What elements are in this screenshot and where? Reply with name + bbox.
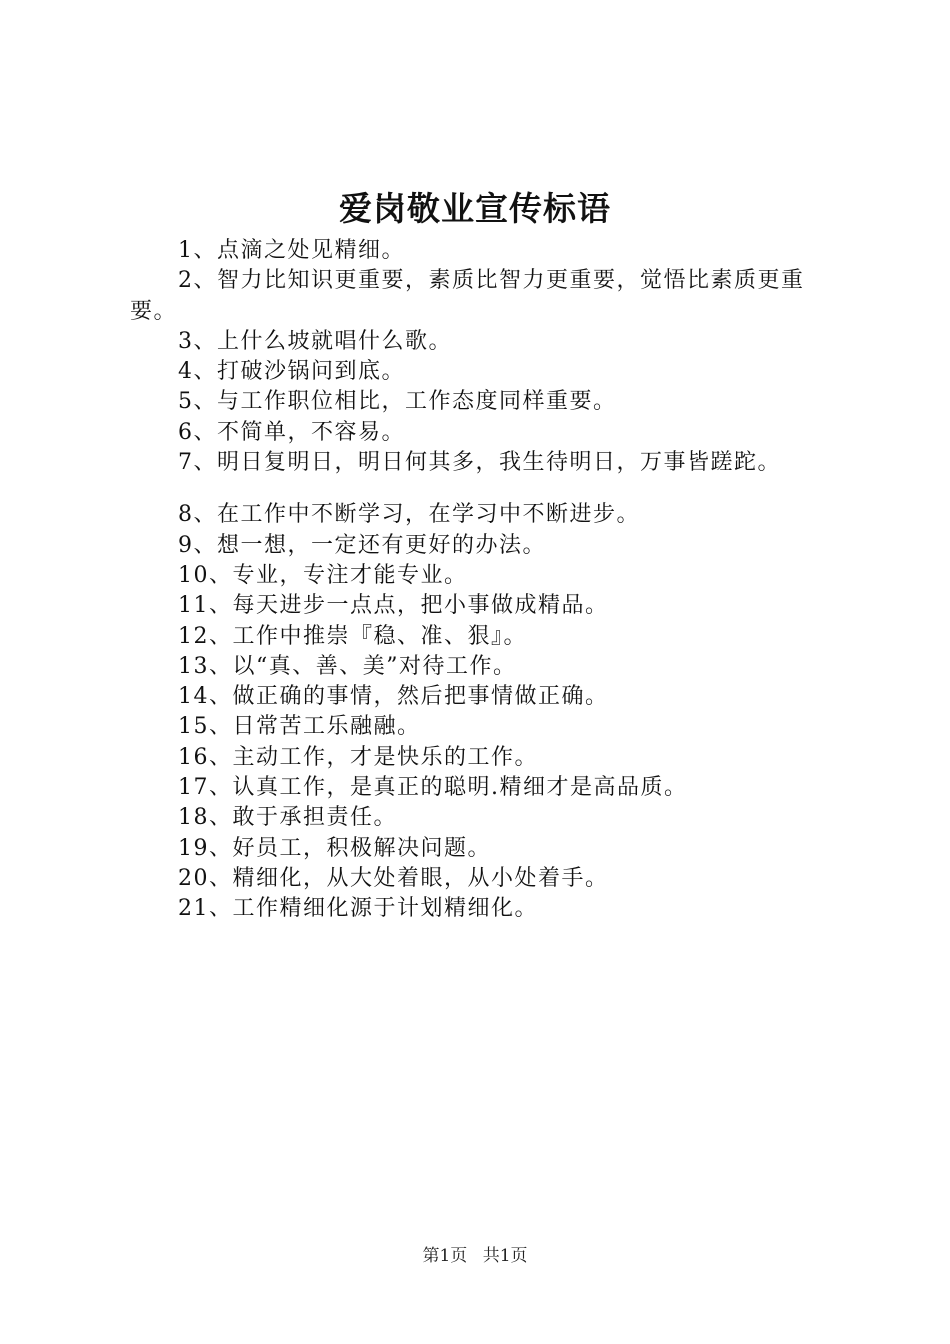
list-item: 7、明日复明日，明日何其多，我生待明日，万事皆蹉跎。 xyxy=(178,450,781,476)
list-item: 12、工作中推崇『稳、准、狠』。 xyxy=(178,623,527,649)
list-item: 9、想一想，一定还有更好的办法。 xyxy=(178,532,546,558)
list-item: 3、上什么坡就唱什么歌。 xyxy=(178,328,452,354)
list-item: 10、专业，专注才能专业。 xyxy=(178,562,468,588)
list-item: 13、以“真、善、美”对待工作。 xyxy=(178,653,517,679)
list-item: 8、在工作中不断学习，在学习中不断进步。 xyxy=(178,502,640,528)
list-item: 19、好员工，积极解决问题。 xyxy=(178,835,491,861)
page-number: 第1页 xyxy=(422,1246,468,1266)
list-item: 21、工作精细化源于计划精细化。 xyxy=(178,896,538,922)
list-item: 6、不简单，不容易。 xyxy=(178,419,405,445)
list-item: 11、每天进步一点点，把小事做成精品。 xyxy=(178,593,609,619)
list-item: 1、点滴之处见精细。 xyxy=(178,238,405,263)
list-item: 16、主动工作，才是快乐的工作。 xyxy=(178,744,538,770)
list-item: 15、日常苦工乐融融。 xyxy=(178,714,421,740)
page-total: 共1页 xyxy=(482,1246,528,1266)
list-item: 18、敢于承担责任。 xyxy=(178,805,397,831)
list-item: 4、打破沙锅问到底。 xyxy=(178,359,405,385)
list-item: 14、做正确的事情，然后把事情做正确。 xyxy=(178,684,609,710)
list-item: 2、智力比知识更重要，素质比智力更重要，觉悟比素质更重要。 xyxy=(130,268,805,324)
list-item: 17、认真工作，是真正的聪明.精细才是高品质。 xyxy=(178,775,688,801)
document-title: 爱岗敬业宣传标语 xyxy=(339,189,611,228)
list-item: 20、精细化，从大处着眼，从小处着手。 xyxy=(178,865,609,891)
list-item: 5、与工作职位相比，工作态度同样重要。 xyxy=(178,389,617,415)
page-footer xyxy=(0,1244,950,1268)
slogan-list xyxy=(130,236,835,925)
